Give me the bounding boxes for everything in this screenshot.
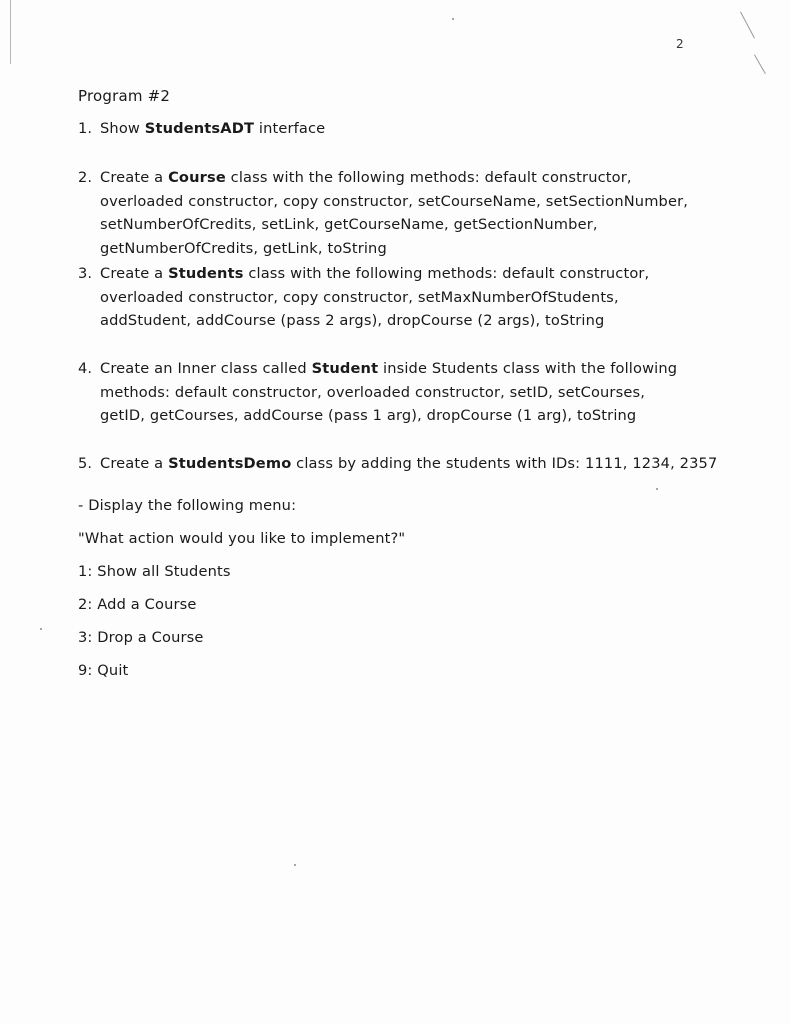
- scan-speck: [656, 488, 658, 490]
- list-item: [78, 262, 718, 333]
- scan-speck: [294, 864, 296, 866]
- item-line: Create a StudentsDemo class by adding the students with IDs: 1111, 1234, 2357: [100, 455, 718, 472]
- document-title: Program #2: [78, 87, 171, 105]
- list-number: 5.: [78, 455, 93, 472]
- item-line: methods: default constructor, overloaded constructor, setID, setCourses,: [100, 383, 645, 401]
- item-line: overloaded constructor, copy constructor, setCourseName, setSectionNumber,: [100, 192, 689, 210]
- menu-option: 9: Quit: [78, 662, 129, 679]
- item-line: Create an Inner class called Student inside Students class with the following: [100, 360, 678, 377]
- item-line: addStudent, addCourse (pass 2 args), dropCourse (2 args), toString: [100, 312, 605, 329]
- scan-edge-line: [10, 0, 11, 64]
- list-number: 4.: [78, 360, 93, 377]
- list-number: 1.: [78, 120, 93, 137]
- item-line: setNumberOfCredits, setLink, getCourseName, getSectionNumber,: [100, 216, 598, 233]
- item-line: Create a Course class with the following methods: default constructor,: [100, 169, 632, 186]
- menu-intro: - Display the following menu:: [78, 497, 297, 514]
- scan-mark: [754, 55, 766, 75]
- scan-mark: [740, 12, 755, 39]
- menu-option: 1: Show all Students: [78, 563, 231, 580]
- item-line: overloaded constructor, copy constructor, setMaxNumberOfStudents,: [100, 288, 619, 306]
- item-line: Show StudentsADT interface: [100, 120, 326, 137]
- menu-option: 2: Add a Course: [78, 596, 197, 613]
- list-item: [78, 452, 718, 476]
- list-number: 3.: [78, 265, 93, 282]
- menu-prompt: "What action would you like to implement?": [78, 530, 406, 547]
- item-line: getID, getCourses, addCourse (pass 1 arg), dropCourse (1 arg), toString: [100, 407, 637, 424]
- menu-option: 3: Drop a Course: [78, 629, 204, 646]
- scan-speck: [40, 628, 42, 630]
- scan-speck: [452, 18, 454, 20]
- item-line: Create a Students class with the following methods: default constructor,: [100, 265, 650, 282]
- item-line: getNumberOfCredits, getLink, toString: [100, 239, 387, 257]
- list-item: [78, 357, 718, 428]
- list-item: [78, 166, 718, 260]
- page-number: 2: [676, 37, 684, 51]
- list-number: 2.: [78, 169, 93, 186]
- list-item: [78, 117, 718, 141]
